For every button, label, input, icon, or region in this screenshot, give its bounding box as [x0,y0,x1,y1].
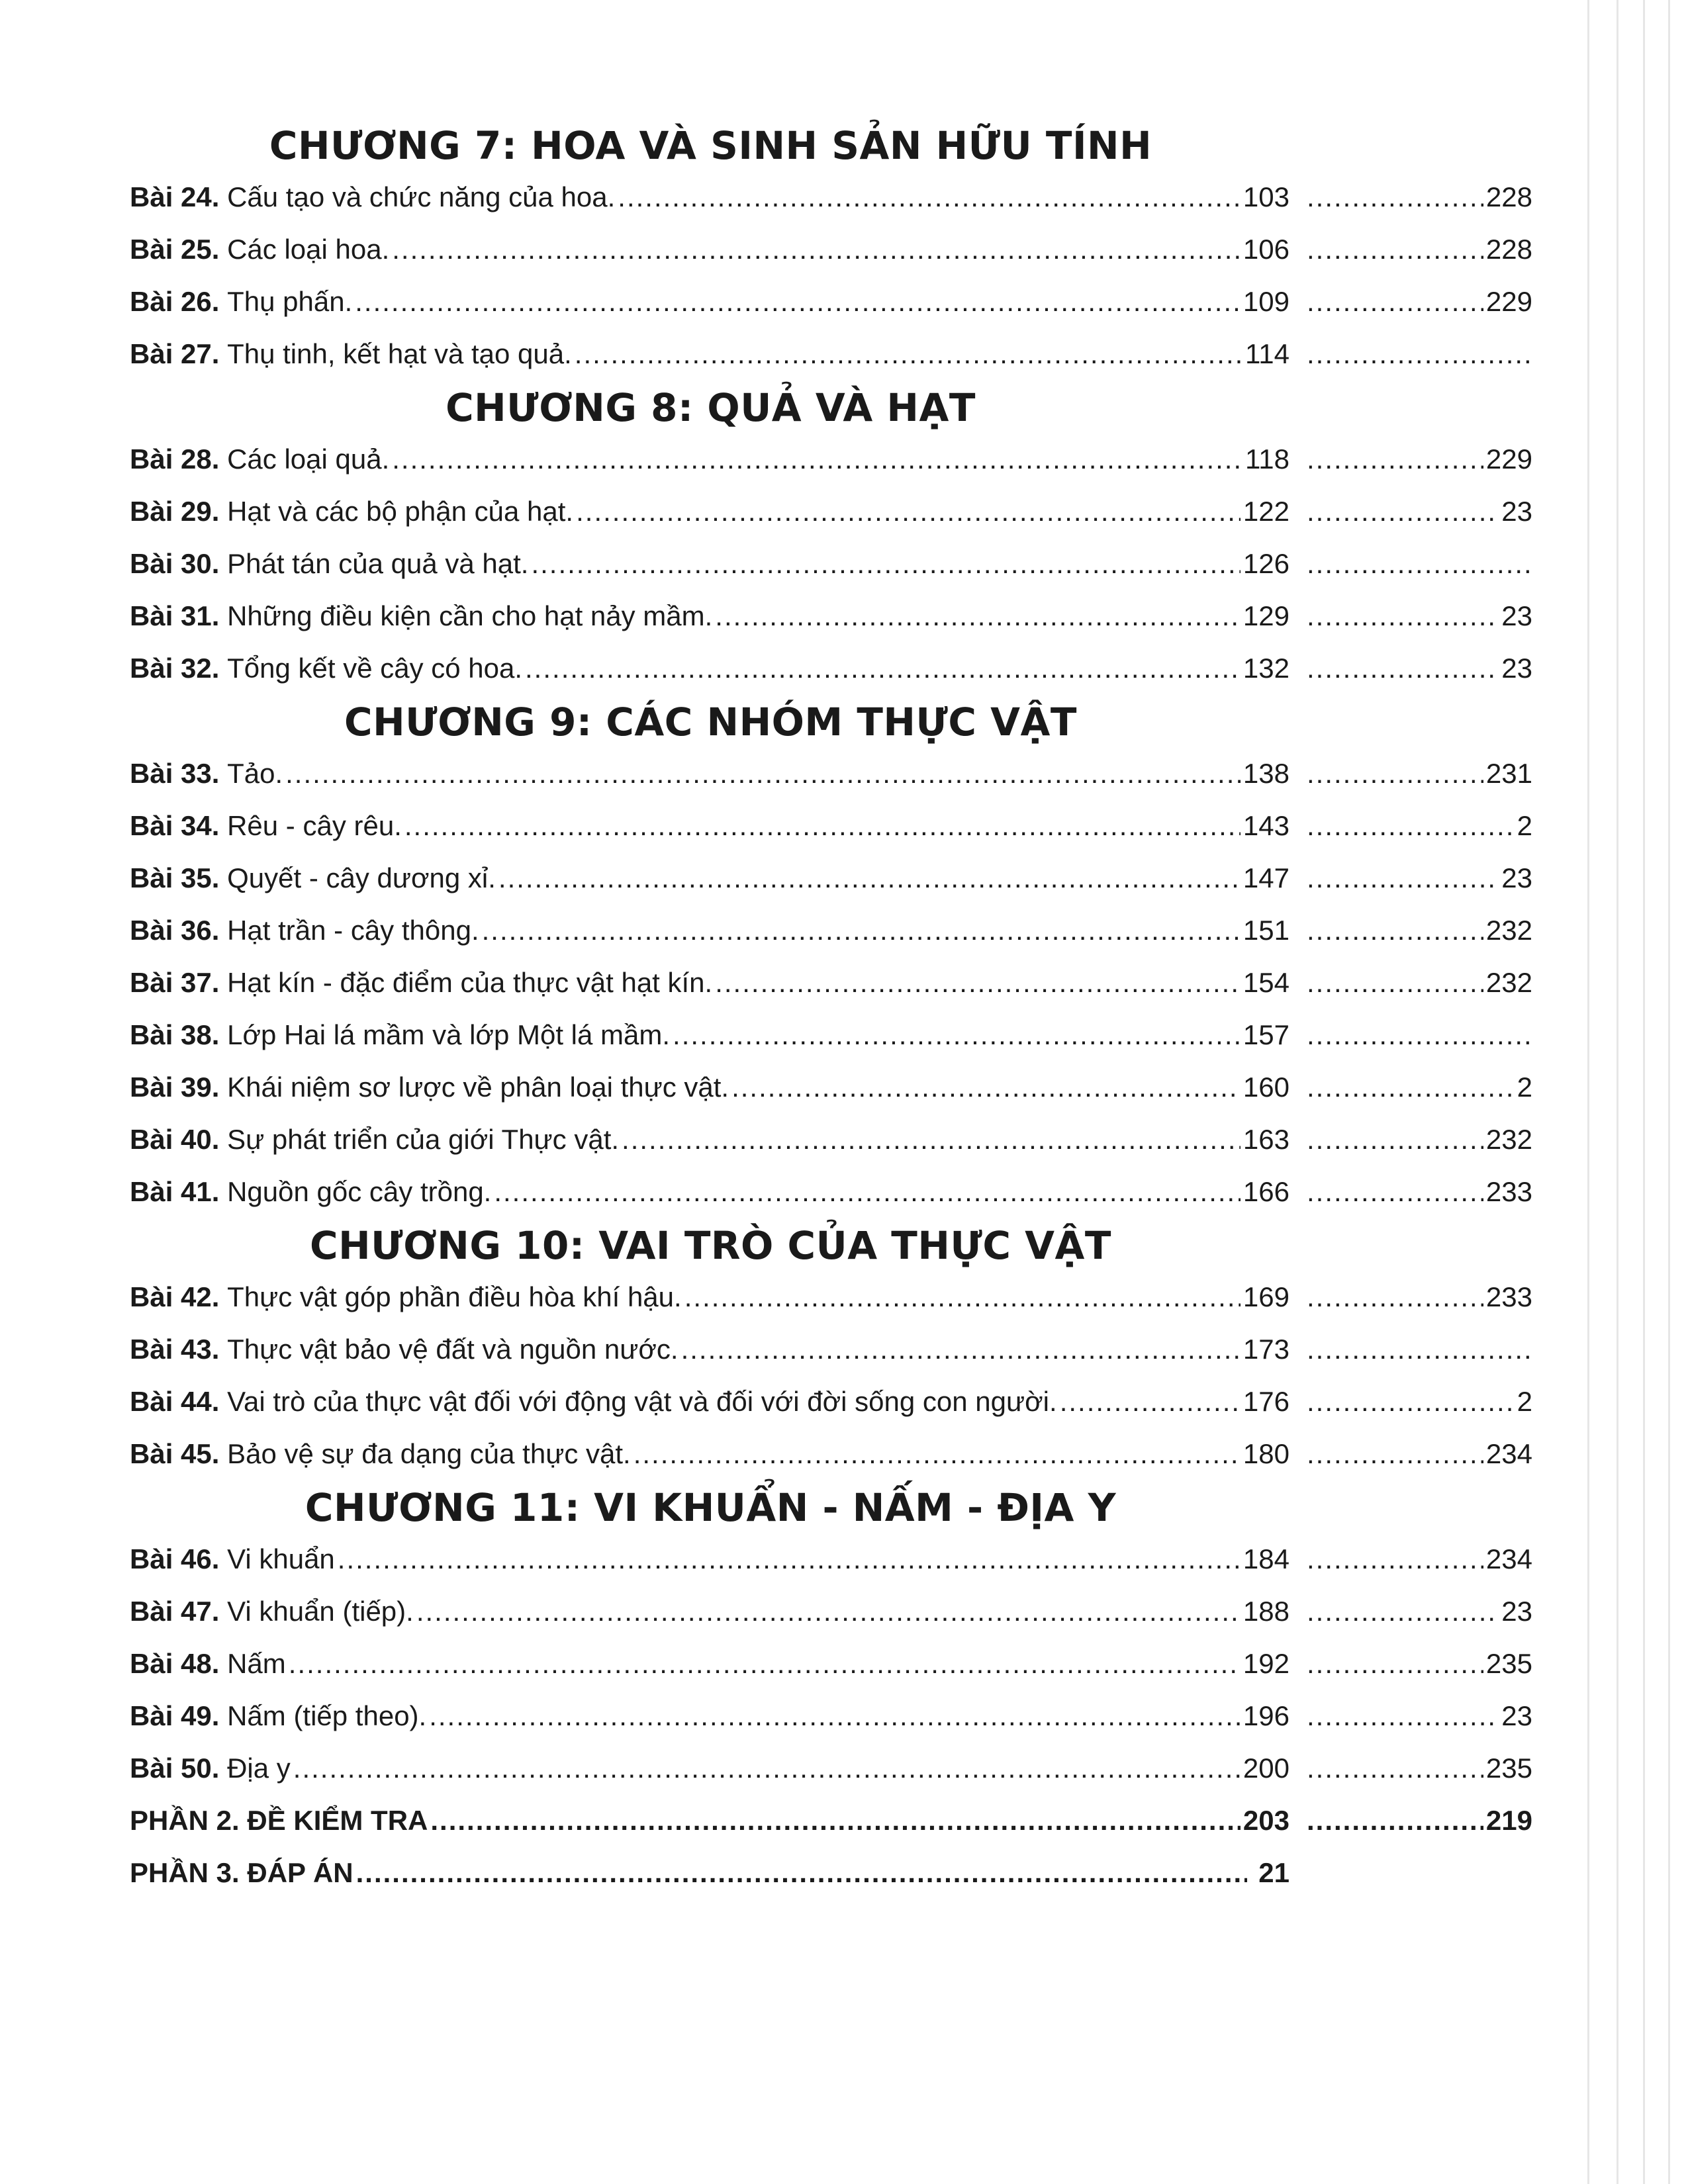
page-number-primary: 151 [1243,915,1289,946]
leader-dots [1307,852,1499,904]
leader-dots [1307,956,1483,1009]
leader-dots [482,904,1241,956]
leader-dots [1307,590,1499,642]
chapter-title: CHƯƠNG 7: HOA VÀ SINH SẢN HỮU TÍNH [269,123,1152,168]
lesson-label: Bài 46. [130,1543,220,1574]
page-number-primary: 126 [1243,548,1289,579]
page-number-primary: 166 [1243,1176,1289,1207]
page-number-secondary: 2 [1517,1386,1532,1417]
toc-entry-secondary [1304,1009,1532,1061]
page-number-primary: 129 [1243,600,1289,631]
lesson-title: Sự phát triển của giới Thực vật. [227,1124,620,1155]
page-number-secondary: 233 [1485,1281,1532,1312]
toc-entry[interactable] [130,171,1540,223]
leader-dots [293,1742,1241,1794]
lesson-title: Phát tán của quả và hạt. [227,548,529,579]
page-number-secondary: 229 [1485,443,1532,475]
lesson-title: Thụ tinh, kết hạt và tạo quả. [227,338,572,369]
leader-dots [416,1585,1241,1637]
lesson-title: Vi khuẩn (tiếp). [227,1596,414,1627]
lesson-title: Các loại quả. [227,443,390,475]
page-number-secondary: 233 [1485,1176,1532,1207]
page-number-primary: 196 [1243,1700,1289,1731]
leader-dots [1307,275,1483,328]
lesson-space [219,904,227,956]
lesson-label: Bài 39. [130,1071,220,1103]
page-number-primary: 188 [1243,1596,1289,1627]
toc-entry[interactable] [130,275,1540,328]
lesson-label: Bài 44. [130,1386,220,1417]
lesson-title: Nguồn gốc cây trồng. [227,1176,492,1207]
page-number-primary: 138 [1243,758,1289,789]
toc-entry-secondary [1304,642,1532,694]
leader-dots [673,1009,1241,1061]
leader-dots [392,433,1243,485]
toc-entry-main [130,1742,1289,1794]
toc-entry-main [130,485,1289,537]
lesson-label: Bài 28. [130,443,220,475]
leader-dots [1307,904,1483,956]
toc-entry-secondary [1304,852,1532,904]
toc-entry-secondary [1304,1533,1532,1585]
page-number-primary: 118 [1245,443,1289,475]
toc-entry-main [130,590,1289,642]
table-of-contents [130,118,1540,1899]
part-title: PHẦN 3. ĐÁP ÁN [130,1857,353,1888]
toc-entry-main [130,1061,1289,1113]
lesson-title: Địa y [227,1752,291,1784]
lesson-title: Cấu tạo và chức năng của hoa. [227,181,616,212]
page-number-primary: 157 [1243,1019,1289,1050]
toc-part-entry[interactable] [130,1846,1540,1899]
toc-entry-secondary [1304,328,1532,380]
toc-entry[interactable] [130,747,1540,799]
page-number-primary: 163 [1243,1124,1289,1155]
leader-dots [1307,1323,1530,1375]
lesson-label: Bài 29. [130,496,220,527]
lesson-label: Bài 38. [130,1019,220,1050]
page-number-primary: 109 [1243,286,1289,317]
lesson-label: Bài 49. [130,1700,220,1731]
page-number-primary: 176 [1243,1386,1289,1417]
leader-dots [622,1113,1241,1165]
chapter-title: CHƯƠNG 8: QUẢ VÀ HẠT [445,385,976,430]
leader-dots [1307,171,1483,223]
lesson-space [219,275,227,328]
toc-entry[interactable] [130,328,1540,380]
page-number-secondary: 23 [1501,600,1532,631]
lesson-space [219,223,227,275]
leader-dots [633,1428,1241,1480]
leader-dots [681,1323,1241,1375]
page-number-secondary: 219 [1485,1805,1532,1836]
leader-dots [494,1165,1241,1218]
leader-dots [1307,1533,1483,1585]
lesson-label: Bài 45. [130,1438,220,1469]
lesson-space [219,328,227,380]
leader-dots [1307,1009,1530,1061]
lesson-title: Hạt kín - đặc điểm của thực vật hạt kín. [227,967,713,998]
toc-entry[interactable] [130,1742,1540,1794]
leader-dots [715,590,1241,642]
lesson-space [219,747,227,799]
lesson-title: Những điều kiện cần cho hạt nảy mầm. [227,600,713,631]
page-number-primary: 169 [1243,1281,1289,1312]
lesson-space [219,1428,227,1480]
toc-entry-main [130,1533,1289,1585]
lesson-title: Quyết - cây dương xỉ. [227,862,496,893]
page-edge-1 [1587,0,1589,2184]
lesson-label: Bài 27. [130,338,220,369]
page-number-secondary: 232 [1485,915,1532,946]
page-number-primary: 132 [1243,653,1289,684]
leader-dots [731,1061,1241,1113]
page-number-secondary: 23 [1501,862,1532,893]
page-number-primary: 180 [1243,1438,1289,1469]
page-number-secondary: 232 [1485,1124,1532,1155]
leader-dots [1307,1113,1483,1165]
page-number-secondary: 232 [1485,967,1532,998]
leader-dots [1307,1690,1499,1742]
toc-entry-main [130,1271,1289,1323]
toc-entry[interactable] [130,1533,1540,1585]
leader-dots [525,642,1241,694]
page-number-secondary: 231 [1485,758,1532,789]
part-title: PHẦN 2. ĐỀ KIỂM TRA [130,1805,428,1836]
leader-dots [531,537,1240,590]
lesson-label: Bài 33. [130,758,220,789]
lesson-label: Bài 31. [130,600,220,631]
lesson-space [219,1323,227,1375]
toc-entry[interactable] [130,956,1540,1009]
toc-entry-main [130,223,1289,275]
lesson-label: Bài 50. [130,1752,220,1784]
lesson-title: Hạt trần - cây thông. [227,915,479,946]
leader-dots [1307,1637,1483,1690]
chapter-title: CHƯƠNG 10: VAI TRÒ CỦA THỰC VẬT [310,1223,1111,1268]
lesson-space [219,1690,227,1742]
leader-dots [575,328,1243,380]
toc-entry-main [130,1113,1289,1165]
page-number-secondary: 228 [1485,181,1532,212]
toc-entry-main [130,537,1289,590]
toc-entry[interactable] [130,1585,1540,1637]
toc-entry-secondary [1304,799,1532,852]
toc-entry[interactable] [130,223,1540,275]
leader-dots [1307,1794,1483,1846]
chapter-title: CHƯƠNG 9: CÁC NHÓM THỰC VẬT [344,700,1077,745]
page-number-primary: 147 [1243,862,1289,893]
toc-entry-secondary [1304,1061,1532,1113]
page-number-secondary: 234 [1485,1543,1532,1574]
lesson-space [219,1742,227,1794]
toc-entry[interactable] [130,1690,1540,1742]
page-number-secondary: 2 [1517,810,1532,841]
leader-dots [1307,1271,1483,1323]
toc-entry[interactable] [130,485,1540,537]
leader-dots [1307,223,1483,275]
lesson-space [219,1165,227,1218]
page-edge-3 [1643,0,1645,2184]
lesson-space [219,1585,227,1637]
page-number-secondary: 228 [1485,234,1532,265]
toc-entry-secondary [1304,956,1532,1009]
lesson-space [219,1113,227,1165]
toc-entry-secondary [1304,275,1532,328]
toc-entry-secondary [1304,485,1532,537]
lesson-space [219,852,227,904]
page-number-secondary: 234 [1485,1438,1532,1469]
lesson-label: Bài 48. [130,1648,220,1679]
page-number-primary: 114 [1245,338,1289,369]
lesson-label: Bài 47. [130,1596,220,1627]
lesson-title: Bảo vệ sự đa dạng của thực vật. [227,1438,631,1469]
leader-dots [356,1846,1247,1899]
lesson-space [219,956,227,1009]
toc-entry-secondary [1304,904,1532,956]
toc-entry-secondary [1304,1271,1532,1323]
page-number-secondary: 23 [1501,1596,1532,1627]
page-number-primary: 21 [1258,1857,1289,1888]
page-edge-2 [1617,0,1618,2184]
lesson-title: Lớp Hai lá mầm và lớp Một lá mầm. [227,1019,671,1050]
toc-entry[interactable] [130,537,1540,590]
leader-dots [1307,328,1530,380]
toc-entry[interactable] [130,1009,1540,1061]
page-edge-4 [1668,0,1670,2184]
toc-entry-main [130,904,1289,956]
lesson-label: Bài 40. [130,1124,220,1155]
toc-part-main [130,1794,1289,1846]
lesson-label: Bài 42. [130,1281,220,1312]
lesson-title: Tổng kết về cây có hoa. [227,653,523,684]
lesson-label: Bài 37. [130,967,220,998]
page-number-primary: 122 [1243,496,1289,527]
page-number-primary: 143 [1243,810,1289,841]
toc-entry-secondary [1304,1585,1532,1637]
chapter-title: CHƯƠNG 11: VI KHUẨN - NẤM - ĐỊA Y [305,1485,1117,1530]
leader-dots [1307,1061,1515,1113]
leader-dots [498,852,1241,904]
lesson-space [219,485,227,537]
leader-dots [338,1533,1241,1585]
toc-entry-secondary [1304,747,1532,799]
leader-dots [1307,1742,1483,1794]
toc-part-secondary [1304,1794,1532,1846]
toc-entry[interactable] [130,433,1540,485]
lesson-title: Nấm [227,1648,286,1679]
leader-dots [404,799,1241,852]
lesson-title: Thụ phấn. [227,286,353,317]
lesson-title: Vi khuẩn [227,1543,335,1574]
leader-dots [430,1794,1241,1846]
lesson-label: Bài 35. [130,862,220,893]
lesson-title: Nấm (tiếp theo). [227,1700,427,1731]
toc-entry-secondary [1304,1742,1532,1794]
lesson-label: Bài 32. [130,653,220,684]
toc-entry[interactable] [130,590,1540,642]
lesson-title: Hạt và các bộ phận của hạt. [227,496,574,527]
page-number-secondary: 23 [1501,1700,1532,1731]
lesson-space [219,1637,227,1690]
leader-dots [715,956,1241,1009]
lesson-title: Rêu - cây rêu. [227,810,402,841]
toc-entry[interactable] [130,799,1540,852]
toc-part-entry[interactable] [130,1794,1540,1846]
toc-entry[interactable] [130,1165,1540,1218]
page-number-secondary: 2 [1517,1071,1532,1103]
leader-dots [392,223,1241,275]
toc-entry-main [130,642,1289,694]
leader-dots [429,1690,1241,1742]
page-number-primary: 160 [1243,1071,1289,1103]
lesson-label: Bài 30. [130,548,220,579]
toc-entry[interactable] [130,1428,1540,1480]
page-number-primary: 106 [1243,234,1289,265]
lesson-label: Bài 26. [130,286,220,317]
toc-entry[interactable] [130,904,1540,956]
page-number-secondary: 23 [1501,653,1532,684]
lesson-title: Khái niệm sơ lược về phân loại thực vật. [227,1071,729,1103]
leader-dots [1307,537,1530,590]
toc-entry[interactable] [130,1637,1540,1690]
lesson-label: Bài 34. [130,810,220,841]
toc-entry-main [130,328,1289,380]
lesson-space [219,1271,227,1323]
page-number-primary: 184 [1243,1543,1289,1574]
toc-entry-main [130,1165,1289,1218]
toc-entry-secondary [1304,171,1532,223]
leader-dots [1060,1375,1241,1428]
page-number-primary: 173 [1243,1334,1289,1365]
toc-entry-main [130,1637,1289,1690]
lesson-space [219,799,227,852]
toc-part-main [130,1846,1289,1899]
toc-entry-main [130,799,1289,852]
toc-entry[interactable] [130,1113,1540,1165]
lesson-label: Bài 25. [130,234,220,265]
lesson-title: Tảo. [227,758,283,789]
page-number-primary: 200 [1243,1752,1289,1784]
page-number-secondary: 235 [1485,1648,1532,1679]
lesson-space [219,537,227,590]
toc-entry[interactable] [130,1271,1540,1323]
leader-dots [1307,433,1483,485]
leader-dots [684,1271,1241,1323]
page-number-primary: 103 [1243,181,1289,212]
page-number-secondary: 23 [1501,496,1532,527]
toc-entry-main [130,1375,1289,1428]
toc-entry-main [130,956,1289,1009]
toc-entry-main [130,747,1289,799]
lesson-space [219,1375,227,1428]
toc-entry-secondary [1304,1690,1532,1742]
page-number-secondary: 229 [1485,286,1532,317]
lesson-label: Bài 36. [130,915,220,946]
toc-entry[interactable] [130,642,1540,694]
leader-dots [355,275,1241,328]
toc-entry-main [130,852,1289,904]
toc-entry-secondary [1304,223,1532,275]
leader-dots [1307,799,1515,852]
leader-dots [1307,1165,1483,1218]
toc-entry-secondary [1304,1165,1532,1218]
lesson-space [219,590,227,642]
lesson-space [219,642,227,694]
page-number-primary: 192 [1243,1648,1289,1679]
toc-entry-secondary [1304,1323,1532,1375]
page-number-primary: 154 [1243,967,1289,998]
lesson-label: Bài 43. [130,1334,220,1365]
page-number-secondary: 235 [1485,1752,1532,1784]
leader-dots [576,485,1241,537]
toc-entry-secondary [1304,1637,1532,1690]
lesson-title: Vai trò của thực vật đối với động vật và đối với đời sống con người. [227,1386,1057,1417]
lesson-space [219,433,227,485]
toc-entry-main [130,275,1289,328]
leader-dots [1307,1585,1499,1637]
toc-entry[interactable] [130,1323,1540,1375]
lesson-title: Các loại hoa. [227,234,390,265]
toc-entry-secondary [1304,1428,1532,1480]
toc-entry-main [130,1690,1289,1742]
leader-dots [1307,642,1499,694]
leader-dots [1307,747,1483,799]
toc-entry-main [130,1323,1289,1375]
toc-entry[interactable] [130,1061,1540,1113]
lesson-space [219,1061,227,1113]
toc-entry[interactable] [130,1375,1540,1428]
lesson-space [219,1009,227,1061]
leader-dots [1307,1375,1515,1428]
lesson-label: Bài 24. [130,181,220,212]
leader-dots [289,1637,1241,1690]
toc-entry[interactable] [130,852,1540,904]
leader-dots [1307,1428,1483,1480]
lesson-title: Thực vật bảo vệ đất và nguồn nước. [227,1334,679,1365]
toc-entry-main [130,171,1289,223]
toc-entry-main [130,1428,1289,1480]
lesson-title: Thực vật góp phần điều hòa khí hậu. [227,1281,682,1312]
lesson-space [219,1533,227,1585]
toc-entry-secondary [1304,1113,1532,1165]
toc-entry-secondary [1304,433,1532,485]
leader-dots [285,747,1241,799]
toc-entry-main [130,1009,1289,1061]
toc-entry-secondary [1304,1375,1532,1428]
toc-entry-secondary [1304,590,1532,642]
lesson-label: Bài 41. [130,1176,220,1207]
page-number-primary: 203 [1243,1805,1289,1836]
toc-entry-secondary [1304,537,1532,590]
leader-dots [618,171,1241,223]
lesson-space [219,171,227,223]
toc-entry-main [130,433,1289,485]
leader-dots [1307,485,1499,537]
toc-entry-main [130,1585,1289,1637]
